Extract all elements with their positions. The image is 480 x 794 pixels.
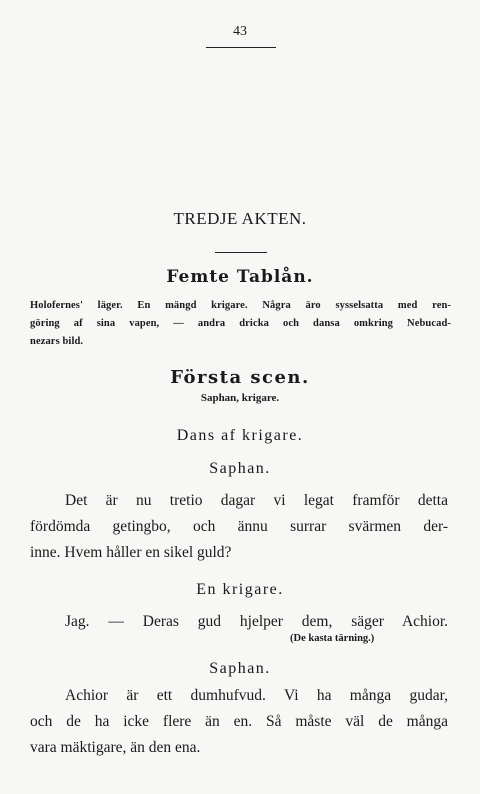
setting-line: Holofernes' läger. En mängd krigare. Några äro sysselsatta med ren- <box>30 300 451 311</box>
speech-line: vara mäktigare, än den ena. <box>30 739 201 756</box>
page-number: 43 <box>233 24 247 39</box>
setting-description <box>30 297 451 351</box>
speech-line: Achior är ett dumhufvud. Vi ha många gudar, <box>65 687 448 704</box>
speaker-saphan: Saphan. <box>209 460 271 477</box>
speaker-saphan-2: Saphan. <box>209 660 271 677</box>
dance-heading: Dans af krigare. <box>176 427 304 444</box>
speech-line: och de ha icke flere än en. Så måste väl de många <box>30 713 448 730</box>
stage-direction: (De kasta tärning.) <box>290 633 375 644</box>
speech-line: Det är nu tretio dagar vi legat framför detta <box>65 492 448 509</box>
tableau-title: Femte Tablån. <box>166 267 314 287</box>
speaker-krigare: En krigare. <box>196 581 284 598</box>
setting-line: nezars bild. <box>30 336 84 347</box>
speech-line: Jag. — Deras gud hjelper dem, säger Achior. <box>65 613 448 630</box>
section-rule <box>215 252 267 253</box>
speech-line: inne. Hvem håller en sikel guld? <box>30 544 232 561</box>
speech-krigare <box>30 609 448 635</box>
scene-persons: Saphan, krigare. <box>200 392 280 404</box>
speech-saphan-2 <box>30 683 448 761</box>
scene-title: Första scen. <box>170 367 310 388</box>
act-title: TREDJE AKTEN. <box>173 209 307 228</box>
speech-line: fördömda getingbo, och ännu surrar svärmen der- <box>30 518 448 535</box>
header-rule <box>206 47 276 48</box>
speech-saphan-1 <box>30 488 448 566</box>
setting-line: göring af sina vapen, — andra dricka och dansa omkring Nebucad- <box>30 318 451 329</box>
